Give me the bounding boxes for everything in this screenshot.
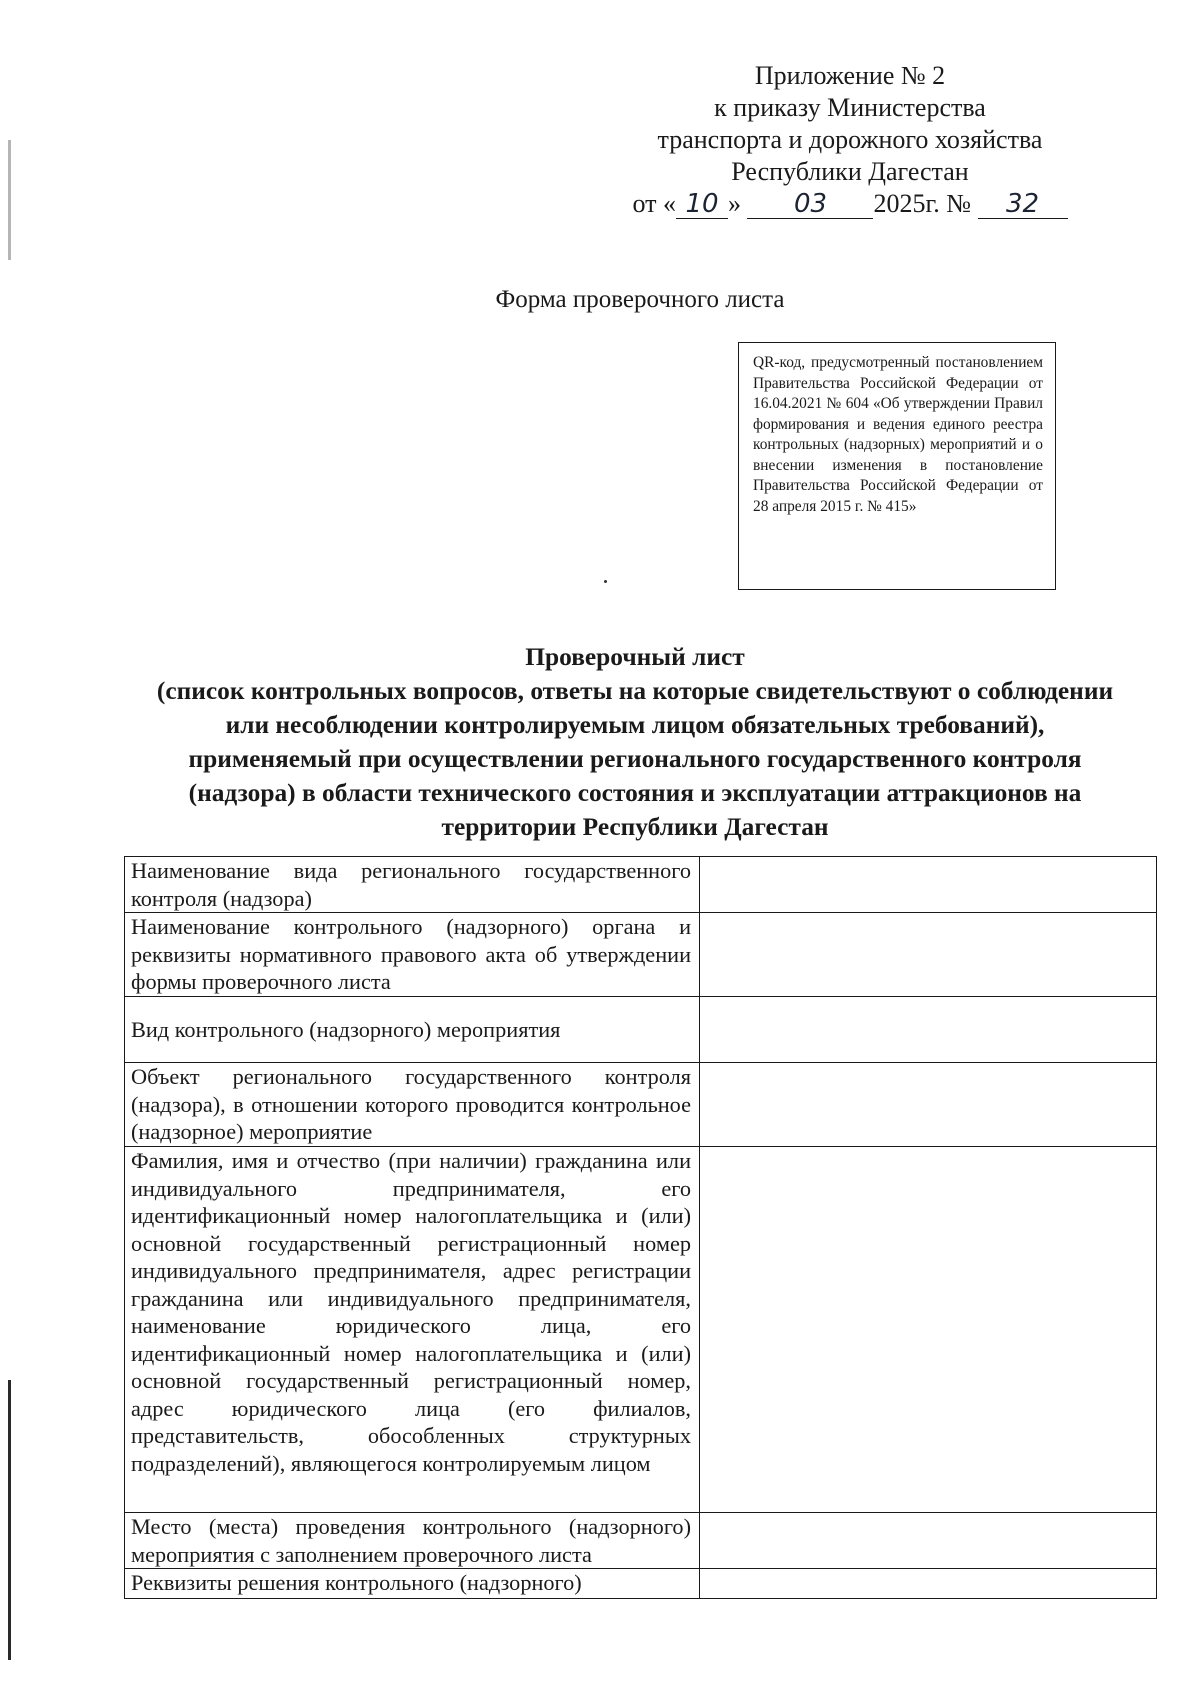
handwritten-day: 10 (676, 190, 728, 219)
appendix-header (560, 60, 1140, 220)
handwritten-order-number: 32 (978, 190, 1068, 219)
handwritten-month: 03 (747, 190, 873, 219)
table-row (125, 997, 1157, 1063)
scan-speck (604, 580, 607, 583)
table-cell-value[interactable] (700, 1147, 1157, 1513)
table-row (125, 1063, 1157, 1147)
scan-edge-artifact (8, 140, 11, 260)
table-cell-value[interactable] (700, 857, 1157, 913)
table-cell-value[interactable] (700, 1063, 1157, 1147)
table-row (125, 913, 1157, 997)
table-cell-label: Вид контрольного (надзорного) мероприятия (125, 997, 700, 1063)
table-cell-value[interactable] (700, 997, 1157, 1063)
table-row (125, 1569, 1157, 1599)
table-cell-label: Место (места) проведения контрольного (надзорного) мероприятия с заполнением проверочного листа (125, 1513, 700, 1569)
table-cell-label: Наименование вида регионального государственного контроля (надзора) (125, 857, 700, 913)
table-cell-label: Объект регионального государственного контроля (надзора), в отношении которого проводится контрольное (надзорное) мероприятие (125, 1063, 700, 1147)
table-cell-value[interactable] (700, 913, 1157, 997)
table-cell-label: Фамилия, имя и отчество (при наличии) гражданина или индивидуального предпринимателя, его идентификационный номер налогоплательщика и (или) основной государственный регистрационный номер индивидуального предпринимателя, адрес регистрации гражданина или индивидуального предпринимателя, наименование юридического лица, его идентификационный номер налогоплательщика и (или) основной государственный регистрационный номер, адрес юридического лица (его филиалов, представительств, обособленных структурных подразделений), являющегося контролируемым лицом (125, 1147, 700, 1513)
table-cell-label: Наименование контрольного (надзорного) органа и реквизиты нормативного правового акта об утверждении формы проверочного листа (125, 913, 700, 997)
year-and-number-label: 2025г. № (873, 189, 972, 218)
table-row (125, 1147, 1157, 1513)
date-separator: » (727, 189, 741, 218)
appendix-line-4: Республики Дагестан (731, 157, 969, 186)
table-cell-value[interactable] (700, 1513, 1157, 1569)
table-row (125, 1513, 1157, 1569)
checklist-info-table (124, 856, 1157, 1599)
table-cell-label: Реквизиты решения контрольного (надзорного) (125, 1569, 700, 1599)
scan-edge-artifact (8, 1380, 11, 1660)
checklist-title-subheading: (список контрольных вопросов, ответы на которые свидетельствуют о соблюдении или несоблюдении контролируемым лицом обязательных требований), применяемый при осуществлении регионального государственного контроля (надзора) в области технического состояния и эксплуатации аттракционов на территории Республики Дагестан (156, 677, 1114, 841)
table-row (125, 857, 1157, 913)
date-prefix: от « (632, 189, 676, 218)
qr-code-placeholder-box (738, 342, 1056, 590)
checklist-title (150, 640, 1120, 844)
appendix-line-2: к приказу Министерства (714, 93, 986, 122)
qr-box-text: QR-код, предусмотренный постановлением Правительства Российской Федерации от 16.04.2021 № 604 «Об утверждении Правил формирования и ведения единого реестра контрольных (надзорных) мероприятий и о внесении изменения в постановление Правительства Российской Федерации от 28 апреля 2015 г. № 415» (753, 354, 1043, 515)
order-date-line (560, 188, 1140, 220)
checklist-title-heading: Проверочный лист (525, 643, 745, 671)
form-title: Форма проверочного листа (495, 286, 785, 313)
appendix-line-1: Приложение № 2 (754, 61, 946, 90)
table-cell-value[interactable] (700, 1569, 1157, 1599)
appendix-line-3: транспорта и дорожного хозяйства (657, 125, 1043, 154)
